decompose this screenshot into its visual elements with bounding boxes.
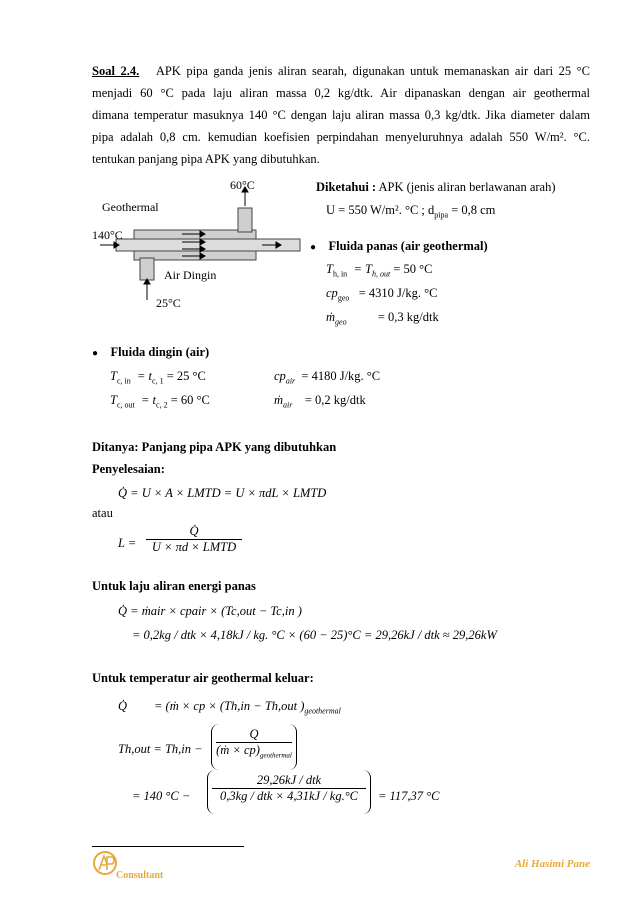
cold-inlet-stub	[140, 258, 154, 280]
equation-4-line-2-den-text: (ṁ × cp)	[216, 743, 260, 757]
hot-row-cp-sub: geo	[337, 293, 350, 303]
asked-heading: Ditanya: Panjang pipa APK yang dibutuhkan	[92, 440, 337, 454]
equation-4-line-3-rhs: = 117,37 °C	[378, 789, 440, 803]
problem-paragraph	[92, 60, 590, 170]
cold-fluid-title	[92, 345, 209, 360]
cold-row-mass-sym: ṁ	[274, 393, 284, 407]
equation-4-line-2-numerator: Q	[249, 727, 259, 741]
ap-logo-svg	[92, 850, 118, 876]
problem-line-2: menjadi 60 °C pada laju aliran massa 0,2 kg/dtk. Air dipanaskan dengan air geothermal	[92, 86, 590, 100]
energy-heading: Untuk laju aliran energi panas	[92, 579, 256, 593]
cold-row-mass-sub: air	[283, 400, 293, 410]
cold-fluid-title-text: Fluida dingin (air)	[110, 345, 210, 359]
heat-exchanger-diagram	[92, 178, 302, 313]
hot-fluid-title	[310, 239, 488, 254]
hot-row-temp-val: = 50 °C	[393, 262, 433, 276]
equation-4-line-1-lhs: Q̇	[118, 699, 128, 713]
problem-line-4: pipa adalah 0,8 cm. kemudian koefisien perpindahan menyeluruhnya adalah 550 W/m². °C.	[92, 130, 590, 144]
hot-row-temp-sym: T	[326, 262, 333, 276]
known-heading	[316, 180, 556, 195]
equation-4-line-3-fraction	[212, 773, 366, 804]
problem-line-1	[92, 60, 590, 82]
footer-rule	[92, 846, 244, 847]
known-heading-rest: APK (jenis aliran berlawanan arah)	[376, 180, 556, 194]
footer-author: Ali Hasimi Pane	[514, 858, 590, 870]
hot-row-mass-eq: = 0,3 kg/dtk	[377, 310, 439, 324]
equation-4-line-3-denominator: 0,3kg / dtk × 4,31kJ / kg.°C	[219, 789, 359, 803]
cold-row-tout	[110, 393, 210, 408]
diagram-hot-outlet-temp: 60°C	[230, 178, 255, 192]
cold-row-tout-sub2: c, 2	[156, 400, 168, 410]
cold-row-mass	[274, 393, 366, 408]
hot-row-temp-eq: = T	[353, 262, 372, 276]
problem-line-3: dimana temperatur masuknya 140 °C dengan laju aliran massa 0,3 kg/dtk. Jika diameter dalam	[92, 108, 590, 122]
equation-3-line-1: Q̇ = ṁair × cpair × (Tc,out − Tc,in )	[118, 604, 302, 618]
cold-row-tout-eq: = t	[140, 393, 157, 407]
cold-row-tin-sym: T	[110, 369, 117, 383]
diagram-hot-inlet-temp: 140°C	[92, 228, 123, 242]
equation-4-line-1-sub: geothermal	[304, 706, 341, 716]
hot-row-temp-sub: h, in	[332, 269, 348, 279]
heat-exchanger-svg	[92, 178, 302, 313]
equation-2-lhs: L =	[118, 536, 137, 550]
hot-row-temp	[326, 262, 432, 277]
ap-logo-icon	[92, 850, 118, 876]
hot-fluid-title-text: Fluida panas (air geothermal)	[328, 239, 488, 253]
known-u-text: U = 550 W/m². °C ; d	[326, 203, 435, 217]
equation-4-line-2-lhs: Th,out = Th,in −	[118, 742, 203, 756]
cold-row-mass-eq: = 0,2 kg/dtk	[304, 393, 366, 407]
cold-row-tin-val: = 25 °C	[166, 369, 206, 383]
equation-4-line-2-den-sub: geothermal	[259, 751, 292, 760]
cold-row-tin-sub: c, in	[116, 376, 131, 386]
diagram-cold-inlet-temp: 25°C	[156, 296, 181, 310]
hot-outlet-riser	[238, 208, 252, 232]
equation-4-line-3-lhs: = 140 °C −	[132, 789, 191, 803]
cold-row-tout-val: = 60 °C	[170, 393, 210, 407]
cold-row-cp-sym: cp	[274, 369, 286, 383]
hot-row-mass	[326, 310, 439, 325]
equation-4-line-1-rhs	[154, 699, 341, 714]
temp-heading: Untuk temperatur air geothermal keluar:	[92, 671, 314, 685]
cold-row-cp	[274, 369, 380, 384]
bullet-icon: ●	[310, 242, 317, 253]
equation-2-denominator: U × πd × LMTD	[151, 540, 237, 554]
known-u-sub: pipa	[434, 210, 449, 220]
known-heading-label: Diketahui :	[316, 180, 377, 194]
equation-4-line-2-fraction	[216, 727, 292, 758]
cold-row-cp-sub: air	[285, 376, 296, 386]
diagram-cold-fluid-label: Air Dingin	[164, 268, 217, 282]
hot-row-cp-sym: cp	[326, 286, 338, 300]
cold-row-tin-sub2: c, 1	[152, 376, 164, 386]
equation-1: Q̇ = U × A × LMTD = U × πdL × LMTD	[118, 486, 327, 500]
solution-heading: Penyelesaian:	[92, 462, 165, 476]
known-u-line	[326, 203, 495, 218]
problem-label: Soal 2.4.	[92, 64, 140, 78]
hot-row-temp-sub2: h, out	[371, 269, 391, 279]
bullet-icon: ●	[92, 348, 99, 359]
equation-4-line-3-numerator: 29,26kJ / dtk	[256, 773, 322, 787]
hot-row-cp-eq: = 4310 J/kg. °C	[358, 286, 438, 300]
or-label: atau	[92, 506, 113, 520]
cold-row-tout-sym: T	[110, 393, 117, 407]
cold-row-tin	[110, 369, 206, 384]
equation-4-line-2-denominator	[216, 743, 292, 758]
equation-2-fraction	[146, 524, 242, 555]
hot-row-cp	[326, 286, 437, 301]
cold-row-cp-eq: = 4180 J/kg. °C	[301, 369, 381, 383]
diagram-geothermal-label: Geothermal	[102, 200, 159, 214]
equation-4-line-1-rhs-text: = (ṁ × cp × (Th,in − Th,out )	[154, 699, 305, 713]
hot-row-mass-sub: geo	[335, 317, 347, 327]
cold-row-tout-sub: c, out	[116, 400, 135, 410]
footer-logo-text: Consultant	[116, 870, 164, 881]
problem-line-1-text: APK pipa ganda jenis aliran searah, digunakan untuk memanaskan air dari 25 °C	[155, 64, 590, 78]
cold-row-tin-eq: = t	[136, 369, 153, 383]
known-u-tail: = 0,8 cm	[448, 203, 496, 217]
hot-row-mass-sym: ṁ	[326, 310, 336, 324]
problem-line-5: tentukan panjang pipa APK yang dibutuhkan.	[92, 152, 320, 166]
equation-3-line-2: = 0,2kg / dtk × 4,18kJ / kg. °C × (60 − 25)°C = 29,26kJ / dtk ≈ 29,26kW	[132, 628, 497, 642]
equation-2-numerator: Q̇	[189, 524, 199, 538]
